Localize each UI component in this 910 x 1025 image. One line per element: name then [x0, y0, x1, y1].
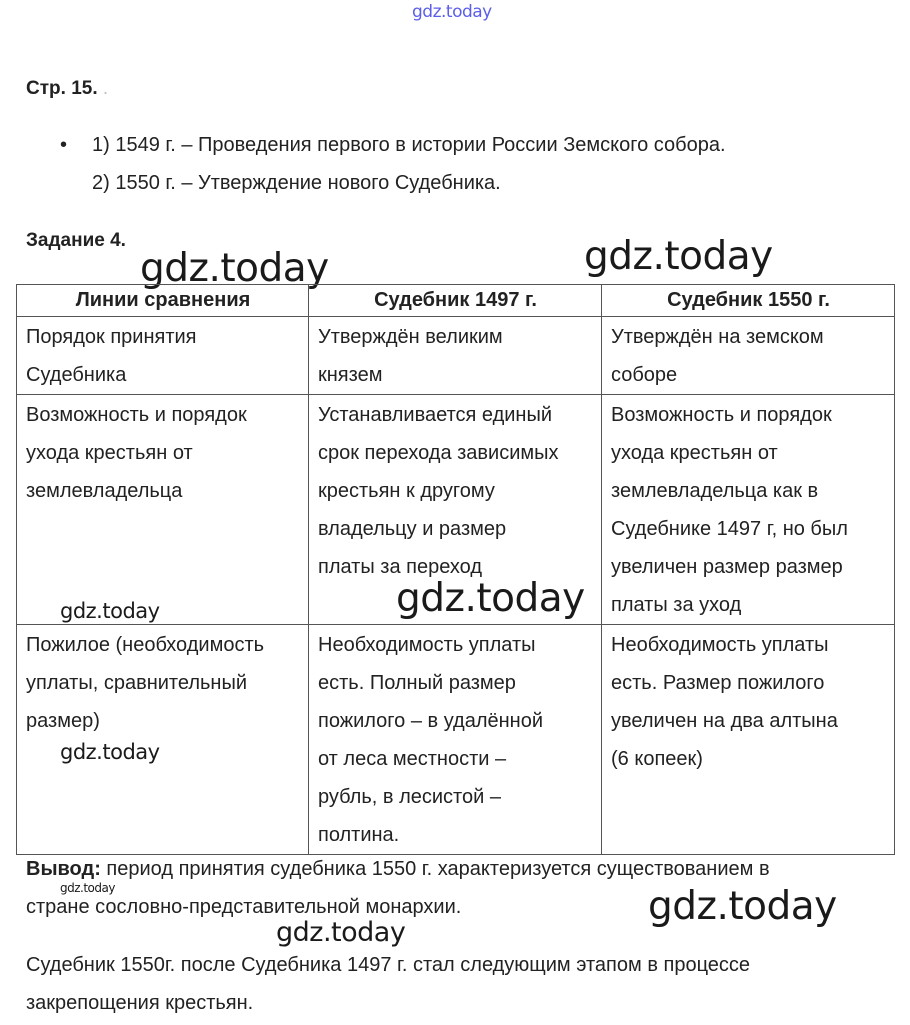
table-cell: Устанавливается единый срок перехода зависимых крестьян к другому владельцу и размер платы за переход — [309, 395, 602, 625]
conclusion-line: стране сословно-представительной монархии. — [26, 896, 462, 918]
table-cell: Порядок принятия Судебника — [17, 317, 309, 395]
watermark: gdz.today — [140, 246, 329, 291]
watermark: gdz.today — [584, 234, 773, 279]
watermark: gdz.today — [60, 599, 160, 623]
table-row — [17, 317, 895, 395]
list-item: 2) 1550 г. – Утверждение нового Судебника. — [92, 172, 501, 194]
page-label-dot: . — [102, 78, 109, 99]
watermark-top: gdz.today — [412, 2, 492, 22]
conclusion-line: Вывод: период принятия судебника 1550 г. характеризуется существованием в — [26, 858, 770, 880]
watermark: gdz.today — [396, 576, 585, 621]
table-header-cell: Судебник 1550 г. — [602, 285, 895, 317]
table-cell: Утверждён великим князем — [309, 317, 602, 395]
watermark: gdz.today — [648, 884, 837, 929]
table-header-cell: Судебник 1497 г. — [309, 285, 602, 317]
task-title: Задание 4. — [26, 230, 126, 251]
comparison-table — [16, 284, 895, 855]
table-header-row — [17, 285, 895, 317]
table-cell: Необходимость уплаты есть. Полный размер пожилого – в удалённой от леса местности – рубль, в лесистой – полтина. — [309, 625, 602, 855]
conclusion-line: Судебник 1550г. после Судебника 1497 г. стал следующим этапом в процессе — [26, 954, 751, 976]
page-label: Стр. 15. . — [26, 78, 109, 99]
list-item: 1) 1549 г. – Проведения первого в истории России Земского собора. — [92, 134, 726, 156]
conclusion-line: закрепощения крестьян. — [26, 992, 254, 1014]
conclusion-label: Вывод: — [26, 858, 101, 880]
watermark: gdz.today — [276, 917, 406, 948]
table-cell: Необходимость уплаты есть. Размер пожилого увеличен на два алтына (6 копеек) — [602, 625, 895, 855]
bullet-icon: • — [60, 134, 68, 156]
watermark: gdz.today — [60, 881, 115, 895]
table-header-cell: Линии сравнения — [17, 285, 309, 317]
table-cell: Возможность и порядок ухода крестьян от землевладельца — [17, 395, 309, 625]
table-cell: Утверждён на земском соборе — [602, 317, 895, 395]
table-cell: Пожилое (необходимость уплаты, сравнительный размер) — [17, 625, 309, 855]
table-cell: Возможность и порядок ухода крестьян от землевладельца как в Судебнике 1497 г, но был увеличен размер размер платы за уход — [602, 395, 895, 625]
watermark: gdz.today — [60, 740, 160, 764]
